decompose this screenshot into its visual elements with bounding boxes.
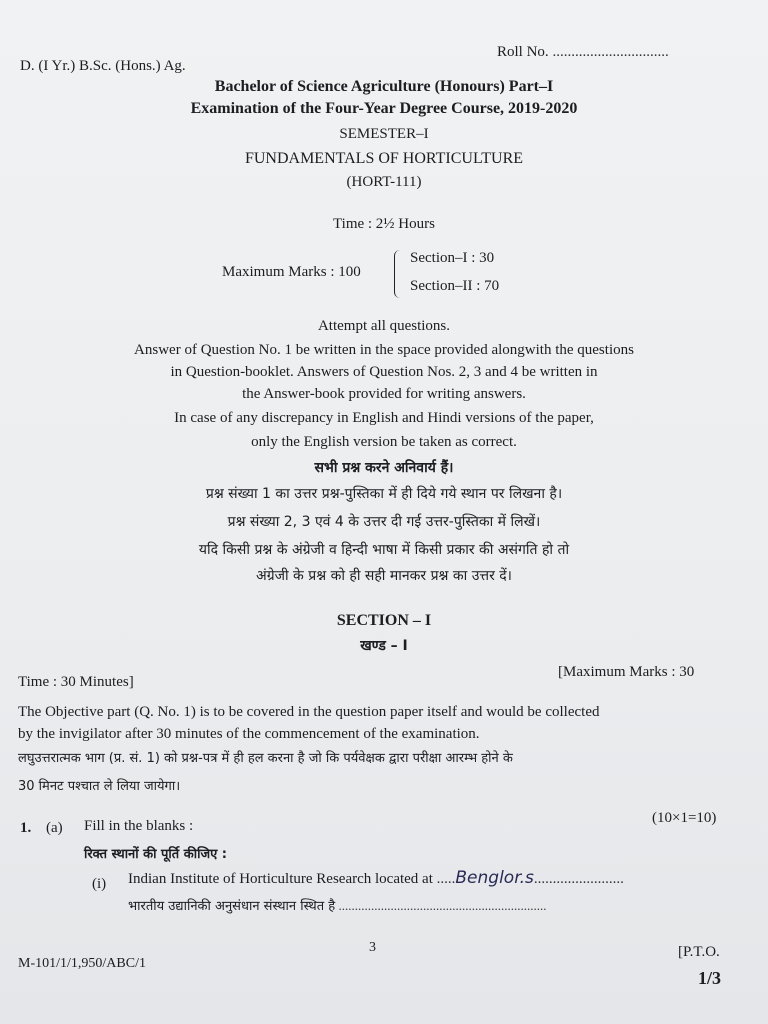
instruction-line-hindi: अंग्रेजी के प्रश्न को ही सही मानकर प्रश्न का उत्तर दें। (256, 568, 512, 584)
section-max-marks: [Maximum Marks : 30 (558, 664, 695, 680)
page-mark: 1/3 (698, 968, 722, 988)
section2-marks: Section–II : 70 (410, 278, 500, 294)
blank-dots: ........................ (533, 871, 624, 887)
fill-blank-item (128, 868, 624, 888)
please-turn-over: [P.T.O. (678, 944, 720, 960)
course-code-top: D. (I Yr.) B.Sc. (Hons.) Ag. (20, 58, 186, 74)
section-time: Time : 30 Minutes] (18, 674, 134, 690)
question-title: Fill in the blanks : (84, 818, 194, 834)
objective-note-hindi: 30 मिनट पश्चात ले लिया जायेगा। (18, 779, 181, 794)
question-number: 1. (20, 820, 32, 836)
section1-marks: Section–I : 30 (410, 250, 495, 266)
question-part: (a) (46, 820, 63, 836)
instruction-line: In case of any discrepancy in English and Hindi versions of the paper, (174, 410, 594, 426)
fill-blank-item-hindi (128, 896, 546, 914)
section-title: SECTION – I (336, 612, 432, 629)
roll-number (497, 44, 669, 61)
section-title-hindi: खण्ड – I (360, 638, 408, 654)
instruction-line: Attempt all questions. (317, 318, 451, 334)
paper-subject: FUNDAMENTALS OF HORTICULTURE (244, 150, 524, 167)
examination-title: Examination of the Four-Year Degree Course, 2019-2020 (190, 100, 578, 117)
roll-number-label: Roll No. (497, 44, 549, 60)
item-number: (i) (92, 876, 107, 892)
instruction-line: only the English version be taken as correct. (251, 434, 517, 450)
instruction-line-hindi: प्रश्न संख्या 2, 3 एवं 4 के उत्तर दी गई उत्तर-पुस्तिका में लिखें। (227, 514, 541, 530)
instruction-line: Answer of Question No. 1 be written in the space provided alongwith the questions (134, 342, 634, 358)
objective-note: The Objective part (Q. No. 1) is to be covered in the question paper itself and would be collected (18, 704, 600, 720)
roll-number-blank: ............................... (552, 44, 669, 60)
item-text: Indian Institute of Horticulture Research located at (128, 871, 433, 887)
objective-note-hindi: लघुउत्तरात्मक भाग (प्र. सं. 1) को प्रश्न-पत्र में ही हल करना है जो कि पर्यवेक्षक द्वारा परीक्षा आरम्भ होने के (18, 751, 513, 766)
paper-code: (HORT-111) (346, 174, 422, 190)
footer-code: M-101/1/1,950/ABC/1 (18, 956, 146, 971)
handwritten-answer: Benglor.s (455, 868, 534, 888)
exam-time: Time : 2½ Hours (333, 216, 435, 232)
exam-max-marks: Maximum Marks : 100 (222, 264, 361, 280)
question-title-hindi: रिक्त स्थानों की पूर्ति कीजिए : (84, 847, 228, 862)
question-marks: (10×1=10) (652, 810, 717, 826)
instruction-line-hindi: सभी प्रश्न करने अनिवार्य हैं। (314, 460, 454, 476)
programme-title: Bachelor of Science Agriculture (Honours) Part–I (214, 78, 554, 95)
instruction-line-hindi: प्रश्न संख्या 1 का उत्तर प्रश्न-पुस्तिका में ही दिये गये स्थान पर लिखना है। (205, 486, 563, 502)
marks-brace (394, 250, 403, 298)
instruction-line-hindi: यदि किसी प्रश्न के अंग्रेजी व हिन्दी भाषा में किसी प्रकार की असंगति हो तो (198, 542, 570, 558)
semester: SEMESTER–I (339, 126, 429, 142)
blank-dots: ................................................................ (338, 898, 547, 913)
instruction-line: the Answer-book provided for writing answers. (242, 386, 526, 402)
objective-note: by the invigilator after 30 minutes of the commencement of the examination. (18, 726, 480, 742)
page-number: 3 (369, 940, 376, 955)
instruction-line: in Question-booklet. Answers of Question Nos. 2, 3 and 4 be written in (170, 364, 598, 380)
item-text-hindi: भारतीय उद्यानिकी अनुसंधान संस्थान स्थित है (128, 899, 336, 914)
blank-dots: ..... (436, 871, 456, 887)
